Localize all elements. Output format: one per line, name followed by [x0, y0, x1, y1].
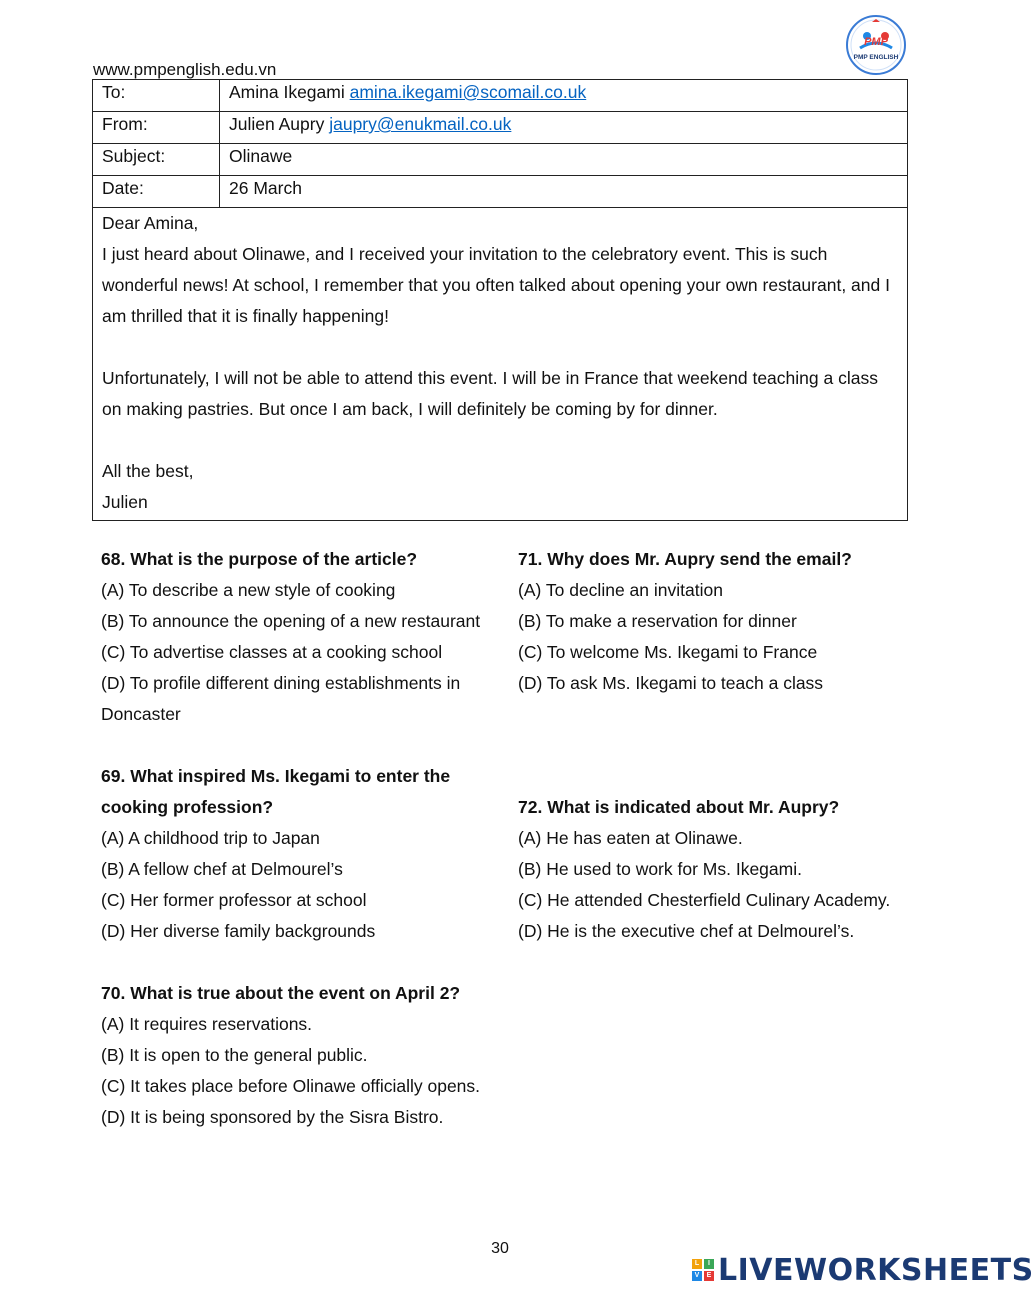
subject-label: Subject: — [93, 144, 220, 176]
question-68 — [101, 544, 481, 730]
questions-left-column — [101, 544, 481, 1164]
question-72-option-d[interactable]: (D) He is the executive chef at Delmourel’s. — [518, 921, 855, 941]
page-number: 30 — [491, 1240, 509, 1257]
question-69-option-d[interactable]: (D) Her diverse family backgrounds — [101, 921, 376, 941]
lw-icon-e: E — [704, 1271, 714, 1281]
from-value — [220, 112, 908, 144]
question-70 — [101, 978, 481, 1133]
question-71 — [518, 544, 898, 699]
question-72 — [518, 792, 898, 947]
date-value: 26 March — [220, 176, 908, 208]
date-label: Date: — [93, 176, 220, 208]
question-69-option-a[interactable]: (A) A childhood trip to Japan — [101, 828, 320, 848]
question-72-option-b[interactable]: (B) He used to work for Ms. Ikegami. — [518, 859, 802, 879]
question-71-option-b[interactable]: (B) To make a reservation for dinner — [518, 611, 797, 631]
question-71-option-c[interactable]: (C) To welcome Ms. Ikegami to France — [518, 642, 818, 662]
question-69-option-c[interactable]: (C) Her former professor at school — [101, 890, 367, 910]
question-68-option-a[interactable]: (A) To describe a new style of cooking — [101, 580, 396, 600]
question-71-title: 71. Why does Mr. Aupry send the email? — [518, 549, 852, 569]
email-to-row — [93, 80, 908, 112]
question-71-option-d[interactable]: (D) To ask Ms. Ikegami to teach a class — [518, 673, 824, 693]
to-label: To: — [93, 80, 220, 112]
lw-icon-v: V — [692, 1271, 702, 1281]
email-from-row — [93, 112, 908, 144]
liveworksheets-icon — [692, 1259, 714, 1281]
question-69 — [101, 761, 481, 947]
email-paragraph-1: I just heard about Olinawe, and I received your invitation to the celebratory event. This is such wonderful news! At school, I remember that you often talked about opening your own restaurant, and I am thrilled that it is finally happening! — [102, 244, 890, 326]
to-name: Amina Ikegami — [229, 82, 345, 102]
email-table — [92, 79, 908, 521]
question-69-option-b[interactable]: (B) A fellow chef at Delmourel’s — [101, 859, 343, 879]
email-date-row — [93, 176, 908, 208]
from-email-link[interactable]: jaupry@enukmail.co.uk — [329, 114, 512, 134]
question-70-title: 70. What is true about the event on April 2? — [101, 983, 461, 1003]
logo-text: PMP ENGLISH — [853, 54, 899, 61]
question-70-option-d[interactable]: (D) It is being sponsored by the Sisra Bistro. — [101, 1107, 444, 1127]
liveworksheets-text: LIVEWORKSHEETS — [718, 1252, 1034, 1288]
question-69-title: 69. What inspired Ms. Ikegami to enter the cooking profession? — [101, 766, 451, 817]
question-72-option-c[interactable]: (C) He attended Chesterfield Culinary Academy. — [518, 890, 891, 910]
email-body — [93, 208, 908, 521]
email-paragraph-2: Unfortunately, I will not be able to attend this event. I will be in France that weekend teaching a class on making pastries. But once I am back, I will definitely be coming by for dinner. — [102, 368, 878, 419]
to-email-link[interactable]: amina.ikegami@scomail.co.uk — [349, 82, 587, 102]
email-body-row — [93, 208, 908, 521]
question-68-option-b[interactable]: (B) To announce the opening of a new restaurant — [101, 611, 481, 631]
question-68-title: 68. What is the purpose of the article? — [101, 549, 418, 569]
from-label: From: — [93, 112, 220, 144]
email-closing: All the best, — [102, 461, 194, 481]
question-72-option-a[interactable]: (A) He has eaten at Olinawe. — [518, 828, 743, 848]
question-68-option-c[interactable]: (C) To advertise classes at a cooking school — [101, 642, 443, 662]
question-70-option-b[interactable]: (B) It is open to the general public. — [101, 1045, 368, 1065]
email-subject-row — [93, 144, 908, 176]
logo-mark: PMP — [864, 36, 888, 48]
subject-value: Olinawe — [220, 144, 908, 176]
email-signature: Julien — [102, 492, 148, 512]
email-greeting: Dear Amina, — [102, 213, 199, 233]
question-68-option-d[interactable]: (D) To profile different dining establishments in Doncaster — [101, 673, 461, 724]
pmp-english-logo — [845, 14, 907, 76]
question-71-option-a[interactable]: (A) To decline an invitation — [518, 580, 723, 600]
from-name: Julien Aupry — [229, 114, 325, 134]
question-70-option-c[interactable]: (C) It takes place before Olinawe officially opens. — [101, 1076, 481, 1096]
lw-icon-i: I — [704, 1259, 714, 1269]
site-url: www.pmpenglish.edu.vn — [93, 60, 277, 79]
question-70-option-a[interactable]: (A) It requires reservations. — [101, 1014, 313, 1034]
lw-icon-l: L — [692, 1259, 702, 1269]
questions-right-column — [518, 544, 898, 978]
liveworksheets-brand[interactable] — [692, 1252, 1034, 1288]
question-72-title: 72. What is indicated about Mr. Aupry? — [518, 797, 840, 817]
to-value — [220, 80, 908, 112]
